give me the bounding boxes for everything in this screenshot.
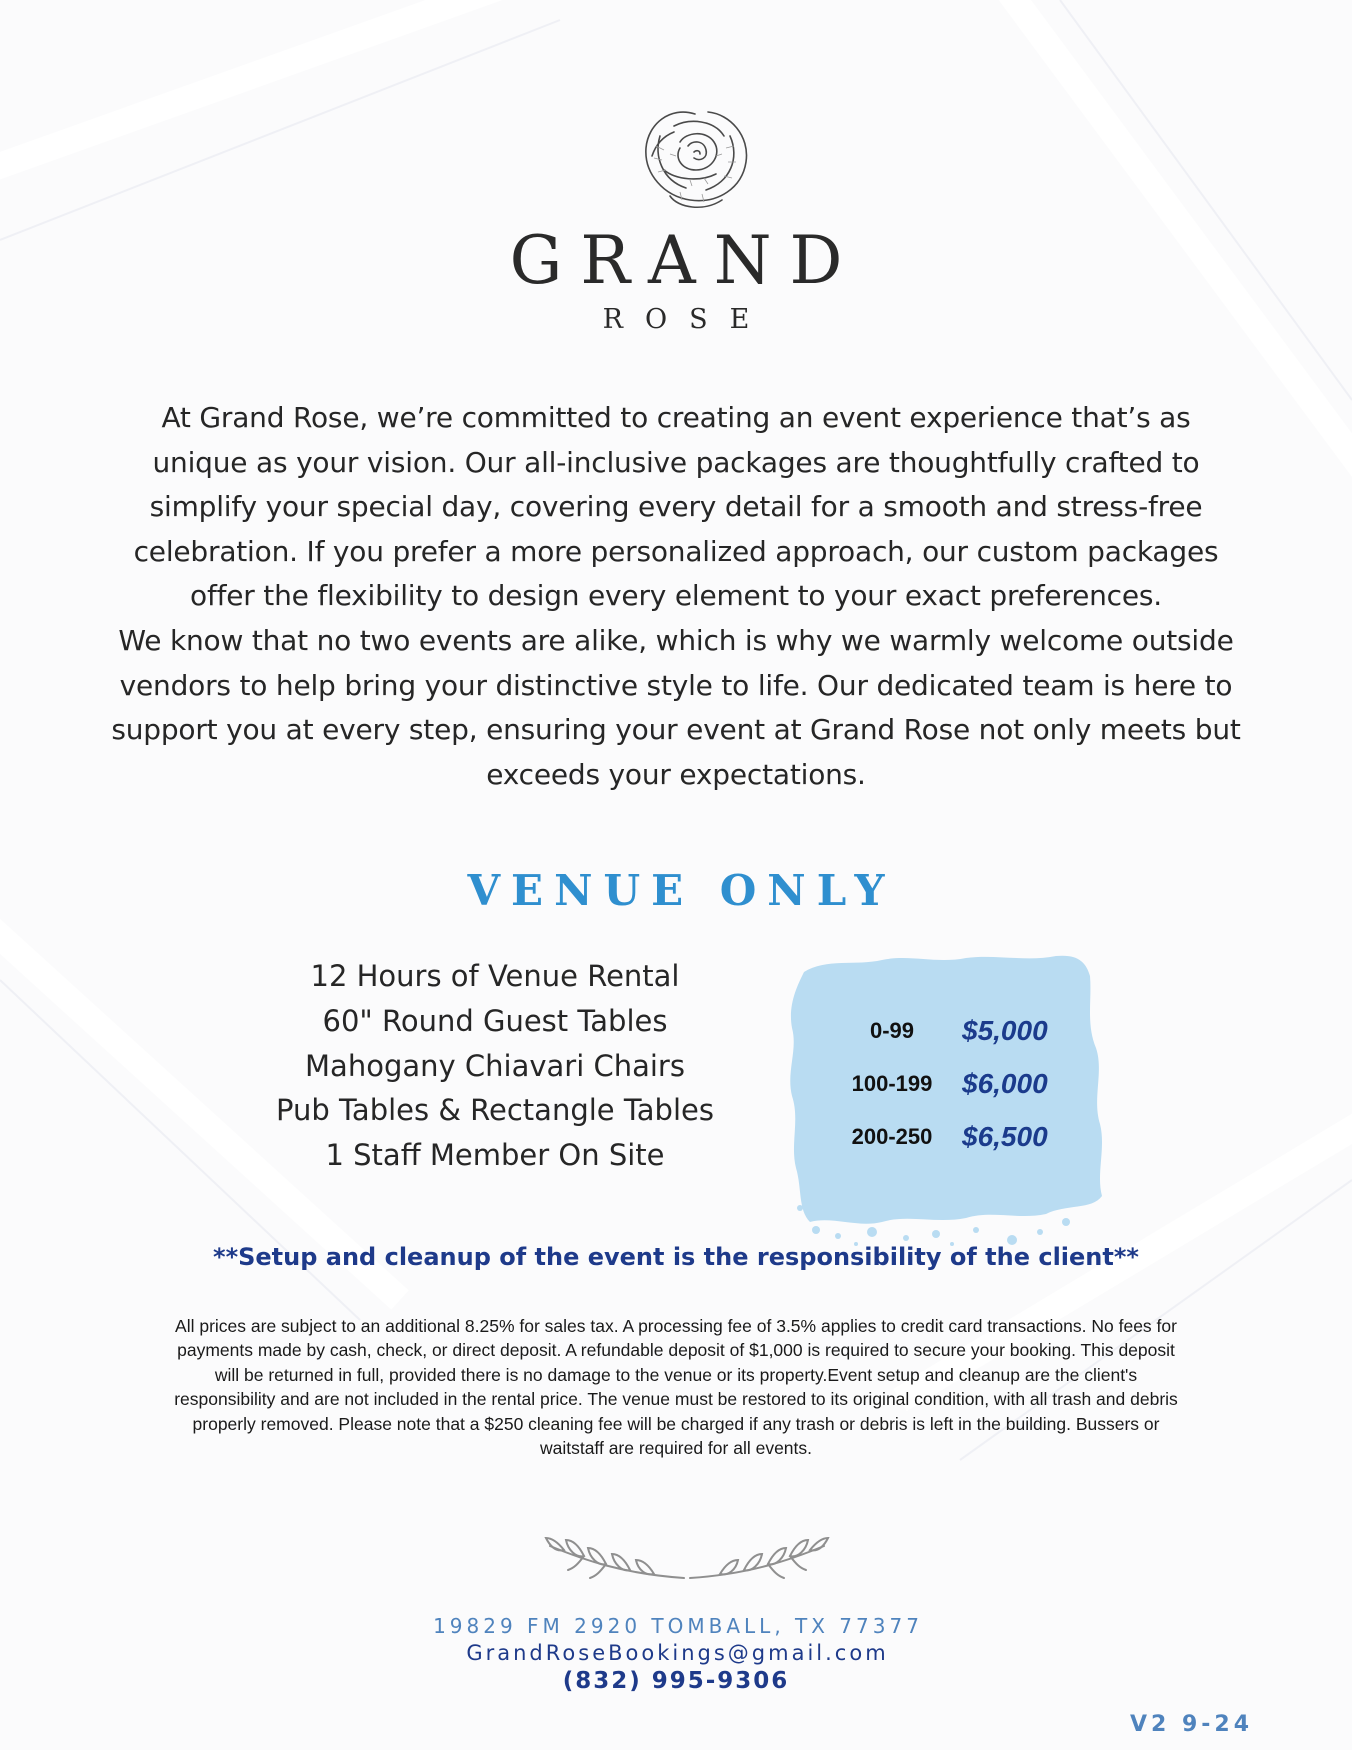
guest-range: 100-199 [851, 1070, 933, 1096]
rose-icon [630, 96, 760, 226]
feature-item: Pub Tables & Rectangle Tables [276, 1093, 714, 1128]
pricing-row [832, 1057, 1082, 1110]
package-title: VENUE ONLY [467, 866, 896, 915]
laurel-icon [544, 1530, 830, 1586]
feature-item: 60" Round Guest Tables [322, 1003, 668, 1038]
feature-item: 1 Staff Member On Site [325, 1138, 665, 1173]
feature-item: 12 Hours of Venue Rental [310, 959, 680, 993]
contact-phone[interactable]: (832) 995-9306 [562, 1668, 790, 1694]
intro-paragraph: We know that no two events are alike, which is why we warmly welcome outside vendors to help bring your distinctive style to life. Our dedicated team is here to support you at every step, ensuring your event at Grand Rose not only meets but exceeds your expectations. [111, 623, 1241, 791]
contact-email[interactable]: GrandRoseBookings@gmail.com [466, 1641, 889, 1665]
feature-list [245, 954, 745, 1178]
terms-text: All prices are subject to an additional 8.25% for sales tax. A processing fee of 3.5% applies to credit card transactions. No fees for payments made by cash, check, or direct deposit. A refundable deposit of $1,000 is required to secure your booking. This deposit will be returned in full, provided there is no damage to the venue or its property.Event setup and cleanup are the client's responsibility and are not included in the rental price. The venue must be restored to its original condition, with all trash and debris properly removed. Please note that a $250 cleaning fee will be charged if any trash or debris is left in the building. Bussers or waitstaff are required for all events. [174, 1316, 1178, 1459]
setup-notice: **Setup and cleanup of the event is the responsibility of the client** [213, 1243, 1139, 1271]
brand-name: GRAND [509, 222, 861, 299]
pricing-row [832, 1004, 1082, 1057]
contact-address: 19829 FM 2920 TOMBALL, TX 77377 [433, 1614, 923, 1638]
intro-text [110, 396, 1242, 797]
feature-item: Mahogany Chiavari Chairs [305, 1048, 685, 1083]
brand-subname: ROSE [602, 304, 772, 335]
guest-range: 0-99 [869, 1017, 915, 1043]
pricing-row [832, 1110, 1082, 1163]
price-amount: $6,000 [962, 1067, 1048, 1099]
pricing-table [832, 1004, 1082, 1163]
guest-range: 200-250 [851, 1123, 933, 1149]
version-label: V2 9-24 [1130, 1712, 1254, 1737]
intro-paragraph: At Grand Rose, we’re committed to creating an event experience that’s as unique as your vision. Our all-inclusive packages are thoughtfully crafted to simplify your special day, covering every detail for a smooth and stress-free celebration. If you prefer a more personalized approach, our custom packages offer the flexibility to design every element to your exact preferences. [133, 401, 1219, 613]
price-amount: $6,500 [962, 1120, 1048, 1152]
price-amount: $5,000 [962, 1014, 1048, 1046]
